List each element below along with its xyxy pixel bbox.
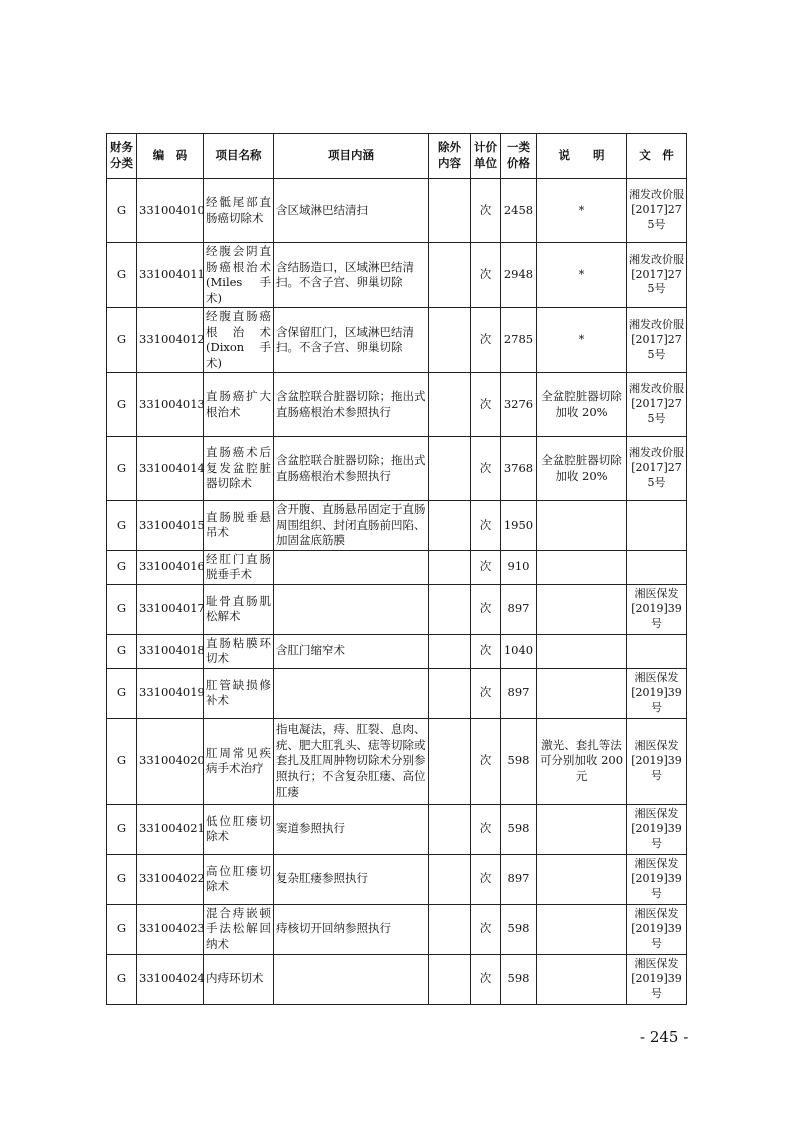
row-name: 直肠癌扩大根治术 [204, 373, 274, 437]
row-note [537, 804, 627, 854]
header-price: 一类 价格 [501, 134, 537, 179]
row-category: G [107, 634, 137, 668]
row-file: 湘医保发[2019]39号 [627, 718, 687, 804]
row-file: 湘发改价服[2017]275号 [627, 179, 687, 243]
row-note: 全盆腔脏器切除加收 20% [537, 437, 627, 501]
row-excluded [429, 308, 471, 373]
row-code: 331004010 [137, 179, 204, 243]
row-content: 含盆腔联合脏器切除；拖出式直肠癌根治术参照执行 [274, 373, 429, 437]
row-excluded [429, 854, 471, 904]
row-excluded [429, 179, 471, 243]
row-content: 痔核切开回纳参照执行 [274, 904, 429, 954]
row-code: 331004022 [137, 854, 204, 904]
row-note: * [537, 243, 627, 308]
row-code: 331004011 [137, 243, 204, 308]
row-name: 直肠癌术后复发盆腔脏器切除术 [204, 437, 274, 501]
row-name: 经腹会阴直肠癌根治术(Miles 手术) [204, 243, 274, 308]
row-content: 含盆腔联合脏器切除；拖出式直肠癌根治术参照执行 [274, 437, 429, 501]
row-price: 3768 [501, 437, 537, 501]
row-price: 897 [501, 668, 537, 718]
row-note [537, 668, 627, 718]
row-unit: 次 [471, 550, 501, 584]
row-file: 湘医保发[2019]39号 [627, 854, 687, 904]
row-price: 910 [501, 550, 537, 584]
row-code: 331004015 [137, 501, 204, 551]
row-excluded [429, 584, 471, 634]
row-code: 331004019 [137, 668, 204, 718]
row-file: 湘发改价服[2017]275号 [627, 243, 687, 308]
row-file: 湘医保发[2019]39号 [627, 954, 687, 1004]
row-category: G [107, 550, 137, 584]
row-price: 2785 [501, 308, 537, 373]
row-content [274, 550, 429, 584]
row-excluded [429, 634, 471, 668]
header-note: 说 明 [537, 134, 627, 179]
row-excluded [429, 373, 471, 437]
row-note [537, 954, 627, 1004]
row-category: G [107, 437, 137, 501]
row-note: 全盆腔脏器切除加收 20% [537, 373, 627, 437]
row-note [537, 501, 627, 551]
header-name: 项目名称 [204, 134, 274, 179]
table-row [107, 584, 687, 634]
row-file [627, 501, 687, 551]
row-code: 331004024 [137, 954, 204, 1004]
row-price: 897 [501, 854, 537, 904]
table-row [107, 179, 687, 243]
header-excluded: 除外 内容 [429, 134, 471, 179]
page-number: - 245 - [640, 1028, 689, 1046]
table-row [107, 804, 687, 854]
row-content: 含开腹、直肠悬吊固定于直肠周围组织、封闭直肠前凹陷、加固盆底筋膜 [274, 501, 429, 551]
row-unit: 次 [471, 584, 501, 634]
row-name: 低位肛瘘切除术 [204, 804, 274, 854]
fee-table [106, 133, 687, 1005]
table-row [107, 668, 687, 718]
header-row [107, 134, 687, 179]
row-excluded [429, 804, 471, 854]
row-price: 897 [501, 584, 537, 634]
row-code: 331004016 [137, 550, 204, 584]
row-note [537, 854, 627, 904]
row-file: 湘医保发[2019]39号 [627, 668, 687, 718]
row-name: 耻骨直肠肌松解术 [204, 584, 274, 634]
row-excluded [429, 550, 471, 584]
row-name: 经肛门直肠脱垂手术 [204, 550, 274, 584]
row-excluded [429, 718, 471, 804]
row-price: 3276 [501, 373, 537, 437]
row-unit: 次 [471, 854, 501, 904]
row-excluded [429, 437, 471, 501]
row-note: 激光、套扎等法可分别加收 200元 [537, 718, 627, 804]
table-row [107, 501, 687, 551]
row-note [537, 634, 627, 668]
row-category: G [107, 668, 137, 718]
header-unit: 计价 单位 [471, 134, 501, 179]
table-row [107, 437, 687, 501]
row-category: G [107, 584, 137, 634]
row-code: 331004021 [137, 804, 204, 854]
header-content: 项目内涵 [274, 134, 429, 179]
row-category: G [107, 718, 137, 804]
row-excluded [429, 954, 471, 1004]
row-content [274, 954, 429, 1004]
row-unit: 次 [471, 954, 501, 1004]
table-row [107, 308, 687, 373]
row-excluded [429, 904, 471, 954]
row-content: 含肛门缩窄术 [274, 634, 429, 668]
row-price: 2948 [501, 243, 537, 308]
header-code: 编 码 [137, 134, 204, 179]
row-file: 湘医保发[2019]39号 [627, 904, 687, 954]
row-unit: 次 [471, 437, 501, 501]
row-unit: 次 [471, 179, 501, 243]
row-price: 1040 [501, 634, 537, 668]
row-price: 598 [501, 718, 537, 804]
row-code: 331004023 [137, 904, 204, 954]
row-unit: 次 [471, 308, 501, 373]
row-file [627, 550, 687, 584]
row-price: 2458 [501, 179, 537, 243]
row-code: 331004014 [137, 437, 204, 501]
table-row [107, 634, 687, 668]
row-category: G [107, 501, 137, 551]
table-row [107, 904, 687, 954]
row-file: 湘医保发[2019]39号 [627, 804, 687, 854]
row-note [537, 584, 627, 634]
row-file: 湘发改价服[2017]275号 [627, 373, 687, 437]
row-price: 1950 [501, 501, 537, 551]
row-category: G [107, 373, 137, 437]
table-row [107, 854, 687, 904]
row-unit: 次 [471, 718, 501, 804]
table-row [107, 954, 687, 1004]
row-category: G [107, 954, 137, 1004]
row-excluded [429, 243, 471, 308]
row-price: 598 [501, 804, 537, 854]
row-content: 指电凝法，痔、肛裂、息肉、疣、肥大肛乳头、痣等切除或套扎及肛周肿物切除术分别参照执行；不含复杂肛瘘、高位肛瘘 [274, 718, 429, 804]
header-file: 文 件 [627, 134, 687, 179]
header-category: 财务 分类 [107, 134, 137, 179]
row-name: 内痔环切术 [204, 954, 274, 1004]
table-row [107, 550, 687, 584]
row-file [627, 634, 687, 668]
row-excluded [429, 501, 471, 551]
row-note [537, 904, 627, 954]
row-file: 湘医保发[2019]39号 [627, 584, 687, 634]
row-content: 含区域淋巴结清扫 [274, 179, 429, 243]
row-code: 331004020 [137, 718, 204, 804]
row-category: G [107, 179, 137, 243]
row-file: 湘发改价服[2017]275号 [627, 308, 687, 373]
row-code: 331004018 [137, 634, 204, 668]
row-unit: 次 [471, 243, 501, 308]
row-category: G [107, 804, 137, 854]
row-name: 直肠粘膜环切术 [204, 634, 274, 668]
row-file: 湘发改价服[2017]275号 [627, 437, 687, 501]
row-note [537, 550, 627, 584]
row-content: 含保留肛门，区域淋巴结清扫。不含子宫、卵巢切除 [274, 308, 429, 373]
row-price: 598 [501, 954, 537, 1004]
row-price: 598 [501, 904, 537, 954]
row-content: 复杂肛瘘参照执行 [274, 854, 429, 904]
row-unit: 次 [471, 501, 501, 551]
row-name: 直肠脱垂悬吊术 [204, 501, 274, 551]
row-unit: 次 [471, 804, 501, 854]
table-row [107, 243, 687, 308]
row-category: G [107, 854, 137, 904]
row-name: 经骶尾部直肠癌切除术 [204, 179, 274, 243]
row-name: 肛周常见疾病手术治疗 [204, 718, 274, 804]
row-unit: 次 [471, 904, 501, 954]
row-note: * [537, 179, 627, 243]
table-row [107, 718, 687, 804]
table-row [107, 373, 687, 437]
row-category: G [107, 243, 137, 308]
row-content [274, 584, 429, 634]
row-code: 331004012 [137, 308, 204, 373]
row-unit: 次 [471, 634, 501, 668]
row-name: 高位肛瘘切除术 [204, 854, 274, 904]
row-content: 含结肠造口，区域淋巴结清扫。不含子宫、卵巢切除 [274, 243, 429, 308]
row-name: 混合痔嵌顿手法松解回纳术 [204, 904, 274, 954]
row-category: G [107, 308, 137, 373]
row-content [274, 668, 429, 718]
row-category: G [107, 904, 137, 954]
row-unit: 次 [471, 668, 501, 718]
row-unit: 次 [471, 373, 501, 437]
row-name: 肛管缺损修补术 [204, 668, 274, 718]
row-note: * [537, 308, 627, 373]
row-code: 331004017 [137, 584, 204, 634]
row-code: 331004013 [137, 373, 204, 437]
row-content: 窦道参照执行 [274, 804, 429, 854]
row-name: 经腹直肠癌根治术(Dixon 手术) [204, 308, 274, 373]
row-excluded [429, 668, 471, 718]
